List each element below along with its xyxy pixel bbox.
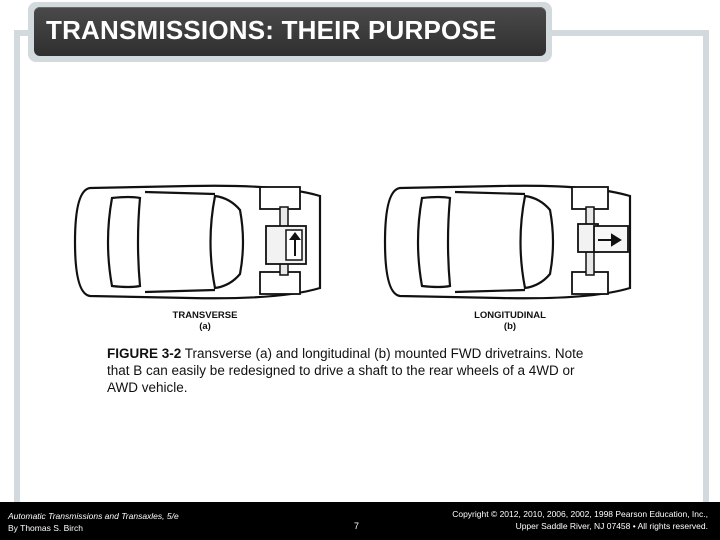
slide-frame-left (14, 30, 20, 502)
footer-bar (0, 502, 720, 540)
footer-book-title: Automatic Transmissions and Transaxles, 5/e (8, 511, 179, 521)
copyright-line-1: Copyright © 2012, 2010, 2006, 2002, 1998 Pearson Education, Inc., (452, 509, 708, 519)
slide-frame-right (703, 30, 709, 502)
slide-title: TRANSMISSIONS: THEIR PURPOSE (46, 15, 497, 45)
transverse-sub-label: (a) (199, 321, 211, 332)
longitudinal-sub-label: (b) (503, 321, 517, 332)
footer-page-number: 7 (354, 521, 360, 531)
footer-copyright (452, 508, 708, 532)
transverse-drivetrain (260, 187, 306, 294)
slide-frame-top (550, 30, 709, 36)
copyright-line-2: Upper Saddle River, NJ 07458 • All rights reserved. (515, 521, 708, 531)
figure-caption (107, 345, 607, 396)
drivetrain-diagram (70, 182, 650, 337)
longitudinal-drivetrain (572, 187, 628, 294)
caption-text: Transverse (a) and longitudinal (b) mounted FWD drivetrains. Note that B can easily be redesigned to drive a shaft to the rear wheels of a 4WD or AWD vehicle. (107, 346, 584, 395)
transverse-label: TRANSVERSE (172, 310, 238, 321)
caption-figure-number: FIGURE 3-2 (107, 346, 182, 361)
longitudinal-label: LONGITUDINAL (474, 310, 546, 321)
footer-book-info (8, 510, 179, 534)
footer-author: By Thomas S. Birch (8, 523, 83, 533)
